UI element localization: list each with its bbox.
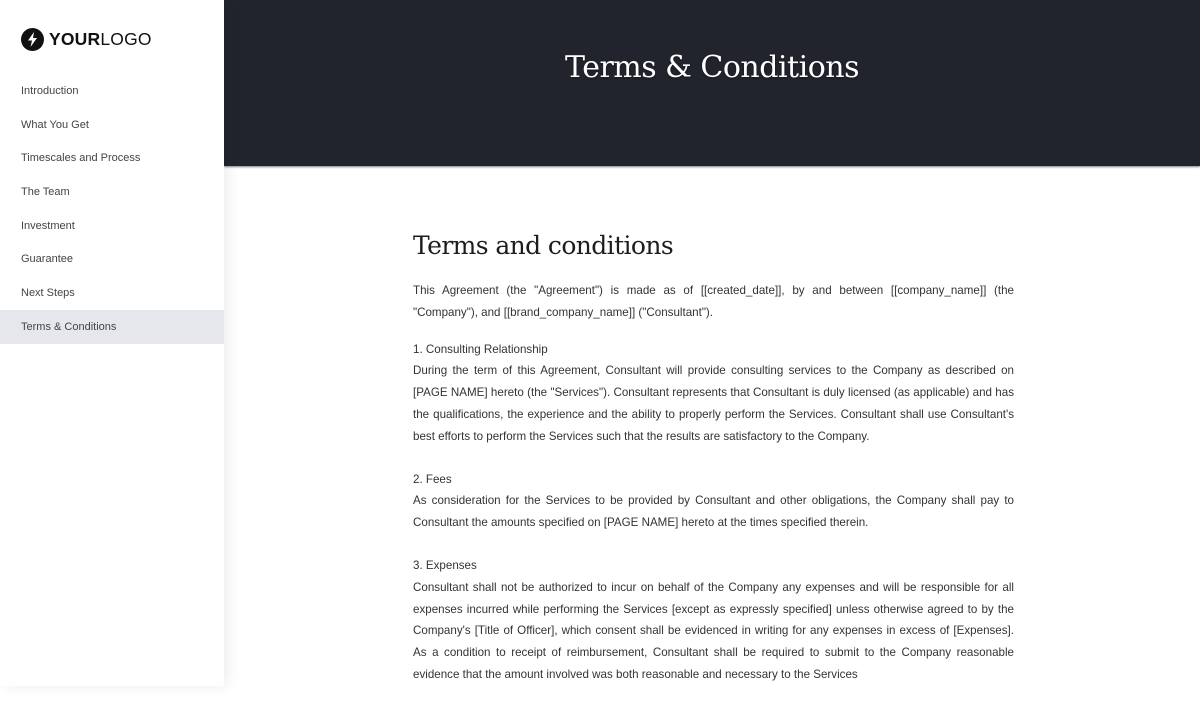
- document-content: [413, 226, 1014, 707]
- logo-text: [49, 29, 152, 50]
- sidebar-nav: [0, 74, 224, 344]
- logo[interactable]: [21, 28, 152, 51]
- sidebar-item-investment[interactable]: Investment: [21, 219, 75, 232]
- section-title: 1. Consulting Relationship: [413, 342, 548, 356]
- sidebar-item-next-steps[interactable]: Next Steps: [21, 286, 75, 299]
- section-fees: [413, 469, 1014, 534]
- section-body: Consultant shall not be authorized to incur on behalf of the Company any expenses and will be responsible for all expenses incurred while performing the Services [except as expressly specified] unless otherwise agreed to by the Company's [Title of Officer], which consent shall be evidenced in writing for any expenses in excess of [Expenses]. As a condition to receipt of reimbursement, Consultant shall be required to submit to the Company reasonable evidence that the amount involved was both reasonable and necessary to the Services: [413, 580, 1014, 681]
- page-header: [224, 0, 1200, 166]
- document-heading: Terms and conditions: [413, 231, 674, 260]
- sidebar: [0, 0, 224, 686]
- section-body: During the term of this Agreement, Consultant will provide consulting services to the Company as described on [PAGE NAME] hereto (the "Services"). Consultant represents that Consultant is duly licensed (as applicable) and has the qualifications, the experience and the ability to properly perform the Services. Consultant shall use Consultant's best efforts to perform the Services such that the results are satisfactory to the Company.: [413, 364, 1014, 443]
- sidebar-item-guarantee[interactable]: Guarantee: [21, 253, 73, 266]
- lightning-bolt-icon: [21, 28, 44, 51]
- section-title: 3. Expenses: [413, 558, 477, 572]
- sidebar-item-what-you-get[interactable]: What You Get: [21, 118, 89, 131]
- section-consulting-relationship: [413, 339, 1014, 448]
- section-expenses: [413, 555, 1014, 686]
- section-body: As consideration for the Services to be provided by Consultant and other obligations, the Company shall pay to Consultant the amounts specified on [PAGE NAME] hereto at the times specified therein.: [413, 494, 1014, 530]
- page-title: Terms & Conditions: [565, 50, 859, 85]
- logo-text-light: LOGO: [100, 29, 152, 49]
- sidebar-item-terms-and-conditions[interactable]: Terms & Conditions: [0, 310, 224, 344]
- intro-paragraph: This Agreement (the "Agreement") is made as of [[created_date]], by and between [[company_name]] (the "Company"), and [[brand_company_name]] ("Consultant").: [413, 284, 1014, 319]
- logo-text-bold: YOUR: [49, 29, 101, 49]
- sidebar-item-timescales-and-process[interactable]: Timescales and Process: [21, 152, 141, 165]
- sidebar-item-introduction[interactable]: Introduction: [21, 84, 79, 97]
- sidebar-item-the-team[interactable]: The Team: [21, 185, 70, 198]
- section-title: 2. Fees: [413, 472, 452, 486]
